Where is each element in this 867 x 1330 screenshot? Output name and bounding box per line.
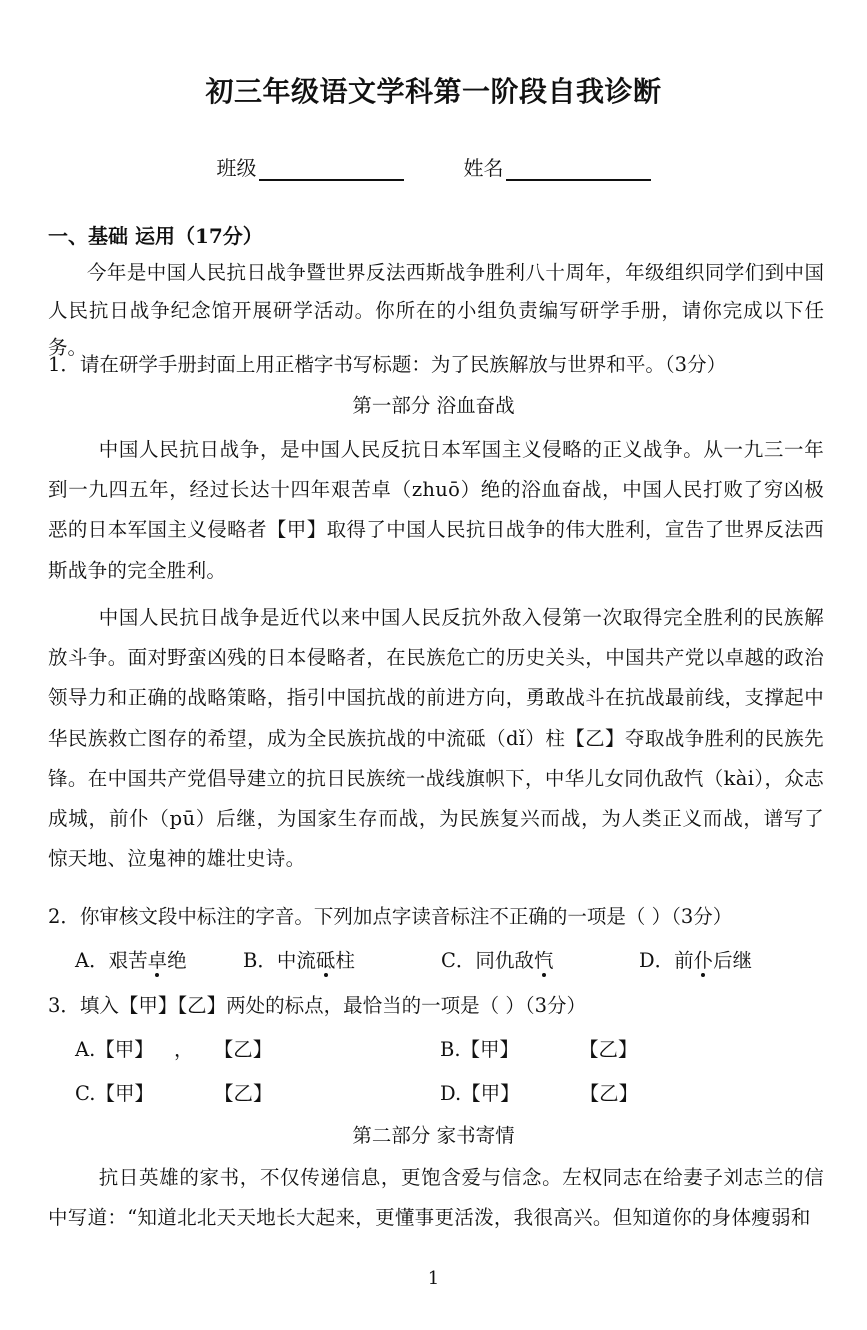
q3-option-a[interactable]: A.【甲】 ， 【乙】	[75, 1038, 273, 1061]
q2-option-c[interactable]: C．同仇敌忾	[441, 945, 639, 973]
q3-option-c[interactable]: C.【甲】 【乙】	[75, 1082, 273, 1105]
section-heading: 一、基础 运用（17分）	[48, 224, 263, 248]
class-label: 班级	[216, 156, 257, 180]
name-field	[464, 152, 651, 181]
name-label: 姓名	[463, 156, 504, 180]
question-3: 3．填入【甲】【乙】两处的标点，最恰当的一项是（ ）（3分）	[48, 994, 587, 1017]
q3-option-b[interactable]: B.【甲】 【乙】	[440, 1038, 638, 1061]
q2-options	[75, 945, 775, 973]
question-1: 1．请在研学手册封面上用正楷字书写标题：为了民族解放与世界和平。（3分）	[48, 353, 727, 376]
student-info	[0, 152, 867, 181]
page-number: 1	[427, 1268, 440, 1289]
part1-paragraph-1: 中国人民抗日战争，是中国人民反抗日本军国主义侵略的正义战争。从一九三一年到一九四五年，经过长达十四年艰苦卓（zhuō）绝的浴血奋战，中国人民打败了穷凶极恶的日本军国主义侵略者【甲】取得了中国人民抗日战争的伟大胜利，宣告了世界反法西斯战争的完全胜利。	[48, 438, 824, 582]
class-field	[217, 152, 404, 181]
name-blank[interactable]	[506, 159, 651, 181]
question-2: 2．你审核文段中标注的字音。下列加点字读音标注不正确的一项是（ ）（3分）	[48, 905, 733, 928]
q2-option-d[interactable]: D．前仆后继	[639, 945, 752, 973]
part2-heading: 第二部分 家书寄情	[352, 1124, 515, 1147]
part1-heading: 第一部分 浴血奋战	[352, 394, 515, 417]
q2-option-b[interactable]: B．中流砥柱	[243, 945, 441, 973]
class-blank[interactable]	[259, 159, 404, 181]
q2-option-a[interactable]: A．艰苦卓绝	[75, 945, 243, 973]
part2-paragraph-1: 抗日英雄的家书，不仅传递信息，更饱含爱与信念。左权同志在给妻子刘志兰的信中写道：“知道北北天天地长大起来，更懂事更活泼，我很高兴。但知道你的身体瘦弱和	[48, 1166, 824, 1230]
intro-paragraph: 今年是中国人民抗日战争暨世界反法西斯战争胜利八十周年，年级组织同学们到中国人民抗日战争纪念馆开展研学活动。你所在的小组负责编写研学手册，请你完成以下任务。	[48, 261, 824, 359]
exam-title: 初三年级语文学科第一阶段自我诊断	[205, 75, 662, 108]
q3-option-d[interactable]: D.【甲】 【乙】	[440, 1082, 639, 1105]
part1-paragraph-2: 中国人民抗日战争是近代以来中国人民反抗外敌入侵第一次取得完全胜利的民族解放斗争。面对野蛮凶残的日本侵略者，在民族危亡的历史关头，中国共产党以卓越的政治领导力和正确的战略策略，指引中国抗战的前进方向，勇敢战斗在抗战最前线，支撑起中华民族救亡图存的希望，成为全民族抗战的中流砥（dǐ）柱【乙】夺取战争胜利的民族先锋。在中国共产党倡导建立的抗日民族统一战线旗帜下，中华儿女同仇敌忾（kài），众志成城，前仆（pū）后继，为国家生存而战，为民族复兴而战，为人类正义而战，谱写了惊天地、泣鬼神的雄壮史诗。	[48, 606, 824, 871]
